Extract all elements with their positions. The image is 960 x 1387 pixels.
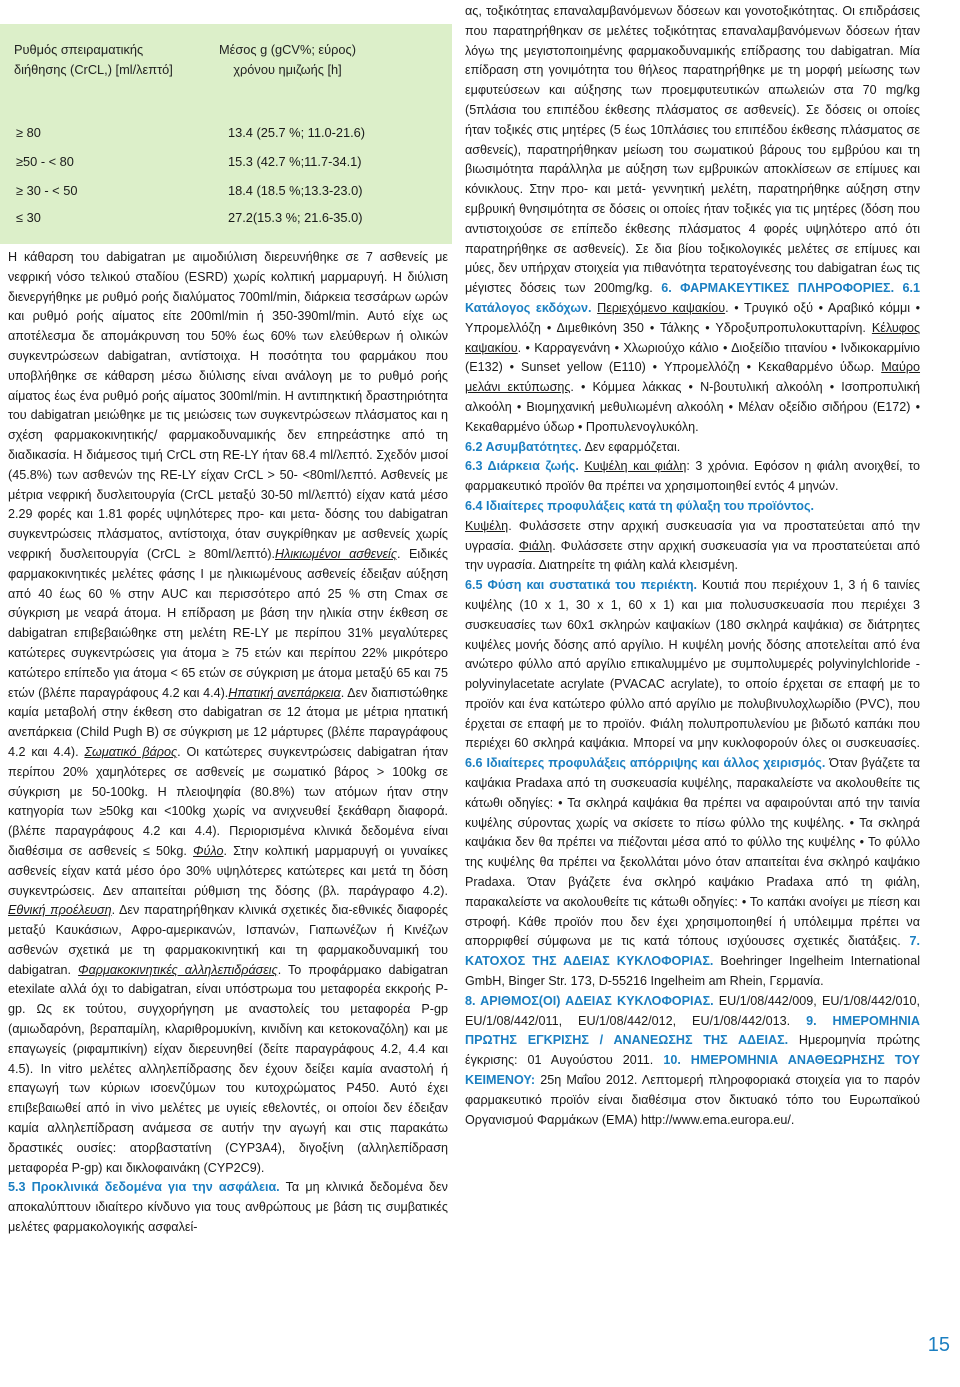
table-row [10, 181, 440, 203]
crcl-cell: ≥ 80 [16, 125, 41, 140]
ink-text: . • Κόμμεα λάκκας • Ν-βουτυλική αλκοόλη • Ισοπροπυλική αλκοόλη • Βιομηχανική μεθυλιωμένη αλκοόλη • Μέλαν οξείδιο σιδήρου (Ε172) • Κεκαθαρμένο ύδωρ • Προπυλενογλυκόλη. [465, 380, 920, 434]
table-row [10, 123, 440, 145]
table-row [10, 208, 440, 230]
gender-heading: Φύλο [193, 843, 224, 858]
section-6-6-text: Όταν βγάζετε τα καψάκια Pradaxa από τη συσκευασία κυψέλης, παρακαλείστε να ακολουθείτε τις κάτωθι οδηγίες: • Τα σκληρά καψάκια θα πρέπει να αφαιρούνται από την ταινία κυψέλης σύροντας χωρίς να σκίσετε το πίσω φύλλο της κυψέλης. • Τα σκληρά καψάκια δεν θα πρέπει να πιέζονται μέσα από το φύλλο της κυψέλης • Το φύλλο της κυψέλης θα πρέπει να ξεκολλάται μόνο όταν απαιτείται ένα σκληρό καψάκιο Pradaxa. Όταν βγάζετε ένα σκληρό καψάκιο Pradaxa από τη φιάλη, παρακαλείστε να ακολουθείτε τις κάτωθι οδηγίες: • Το καπάκι ανοίγει με πίεση και στροφή. Κάθε προϊόν που δεν έχει χρησιμοποιηθεί ή υπόλειμμα πρέπει να απορριφθεί σύμφωνα με τις κατά τόπους ισχύουσες σχετικές διατάξεις. [465, 756, 920, 949]
weight-text: . Οι κατώτερες συγκεντρώσεις dabigatran ήταν περίπου 20% χαμηλότερες σε ασθενείς με σωματικό βάρος > 100kg σε σύγκριση με 50-100kg. Η πλειοψηφία (80.8%) των ατόμων ήταν στην κατηγορία των ≥50kg και <100kg χωρίς να ανιχνευθεί ξεκάθαρη διαφορά. (βλέπε παραγράφους 4.2 και 4.4). Περιορισμένα κλινικά δεδομένα είναι διαθέσιμα σε ασθενείς ≤ 50kg. [8, 744, 448, 858]
interactions-text: . Το προφάρμακο dabigatran etexilate αλλά όχι το dabigatran, είναι υπόστρωμα του μεταφορέα εκκροής P-gp. Ως εκ τούτου, συγχορήγηση με αναστολείς του μεταφορέα P-gp (αμιωδαρόνη, βεραπαμίλη, κλαριθρομυκίνη, κινιδίνη και κετοκοναζόλη) και με επαγωγείς (ριφαμπικίνη) είχαν διερευνηθεί (δείτε παραγράφους 4.2, 4.4 και 4.5). In vitro μελέτες αλληλεπίδρασης δεν έχουν δείξει καμία αναστολή ή επαγωγή των κύριων ισοενζύμων του κυτοχρώματος P450. Αυτό έχει επιβεβαιωθεί από in vivo μελέτες με υγιείς εθελοντές, οι οποίοι δεν έδειξαν καμία αλληλεπίδραση ανάμεσα σε αυτήν την αγωγή και στις παρακάτω δραστικές ουσίες: ατορβαστατίνη (CYP3A4), διγοξίνη (αλληλεπίδραση μεταφορέα P-gp) και δικλοφαινάκη (CYP2C9). [8, 962, 448, 1175]
half-life-cell: 15.3 (42.7 %;11.7-34.1) [228, 154, 362, 169]
gender-text: . Στην κολπική μαρμαρυγή οι γυναίκες ασθενείς είχαν κατά μέσο όρο 30% υψηλότερες κατώτερες και μετά τη δόση συγκεντρώσεις. Δεν απαιτείται ρύθμιση της δόσης (βλ. παράγραφο 4.2). [8, 843, 448, 898]
section-7-text: Boehringer Ingelheim International GmbH, Binger Str. 173, D-55216 Ingelheim am Rhein, Γερμανία. [465, 954, 920, 989]
bottle-text: . Φυλάσσετε στην αρχική συσκευασία για να προστατεύεται από την υγρασία. Διατηρείτε τη φιάλη καλά κλεισμένη. [465, 538, 920, 573]
dialysis-paragraph: Η κάθαρση του dabigatran με αιμοδιύλιση διερευνήθηκε σε 7 ασθενείς με νεφρική νόσο τελικού σταδίου (ESRD) χωρίς κολπική μαρμαρυγή. Η διύλιση διενεργήθηκε με ρυθμό ροής διαλύματος 700ml/min, διάρκεια τεσσάρων ωρών και ρυθμό ροής αίματος είτε 200ml/min ή 350-390ml/min. Αυτό είχε ως αποτέλεσμα δε απομάκρυνση του 50% έως 60% των ελεύθερων ή ολικών συγκεντρώσεων dabigatran, αντίστοιχα. Η ποσότητα του φαρμάκου που υποβλήθηκε σε κάθαρση μέσω διύλισης είναι ανάλογη με το ρυθμό ροής αίματος έως ένα ρυθμό ροής αίματος 300ml/min. Η αντιπηκτική δραστηριότητα του dabigatran μειώθηκε με τις μειώσεις των συγκεντρώσεων πλάσματος και η σχέση φαρμακοκινητικής/ φαρμακοδυναμικής δεν επηρεάστηκε από τη διαδικασία. Η διάμεσος τιμή CrCL στη RE-LY ήταν 68.4 ml/λεπτό. Σχεδόν μισοί (45.8%) των ασθενών της RE-LY είχαν CrCL > 50- <80ml/λεπτό. Ασθενείς με μέτρια νεφρική δυσλειτουργία (CrCL μεταξύ 30-50 ml/λεπτό) είχαν κατά μέσο 2.29 φορές και 1.81 φορές υψηλότερες προ- και μετα- δόσης του dabigatran συγκεντρώσεις πλάσματος, αντίστοιχα, όταν συγκρίθηκαν με ασθενείς χωρίς νεφρική δυσλειτουργία (CrCL ≥ 80ml/λεπτό). [8, 250, 448, 561]
preclinical-text: Τα μη κλινικά δεδομένα δεν αποκαλύπτουν ιδιαίτερο κίνδυνο για τους ανθρώπους με βάση τις συμβατικές μελέτες φαρμακολογικής ασφαλεί- [8, 1180, 448, 1235]
section-6-5-text: Κουτιά που περιέχουν 1, 3 ή 6 ταινίες κυψέλης (10 x 1, 30 x 1, 60 x 1) και μια πολυσυσκευασία που περιέχει 3 συσκευασίες των 60x1 σκληρών καψακίων (180 σκληρά καψάκια) σε διάτρητες κυψέλες μονής δόσης από αργίλιο. Η κυψέλη μονής δόσης αποτελείται από ένα ανώτερο φύλλο από αργίλιο επικαλυμμένο με συμπολυμερές polyvinylchloride - polyvinylacetate acrylate (PVACAC acrylate), το οποίο έρχεται σε επαφή με το προϊόν και ένα κατώτερο φύλλο από αργίλιο με πολυβινυλοχλωρίδιο (PVC), που έρχεται σε επαφή με το προϊόν. Φιάλη πολυπροπυλενίου με βιδωτό καπάκι που περιέχει 60 σκληρά καψάκια. Μπορεί να μην κυκλοφορούν όλες οι συσκευασίες. [465, 578, 921, 751]
table-row [10, 152, 440, 174]
ethnic-heading: Εθνική προέλευση [8, 903, 112, 918]
capsule-contents-heading: Περιεχόμενο καψακίου [597, 300, 726, 315]
blister-heading: Κυψέλη [465, 518, 509, 533]
crcl-cell: ≥ 30 - < 50 [16, 183, 78, 198]
elderly-text: . Ειδικές φαρμακοκινητικές μελέτες φάσης Ι με ηλικιωμένους ασθενείς έδειξαν αύξηση από 40 έως 60 % στην AUC και περισσότερο από 25 % στη Cmax σε σύγκριση με νεαρά άτομα. Η επίδραση με βάση την ηλικία στην έκθεση σε dabigatran επιβεβαιώθηκε στη μελέτη RE-LY με περίπου 31% μεγαλύτερες κατώτερες συγκεντρώσεις για άτομα ≥ 75 ετών και περίπου 22% μικρότερο κατώτερο επίπεδο για άτομα < 65 ετών σε σύγκριση με άτομα μεταξύ 65 και 75 ετών (βλέπε παραγράφους 4.2 και 4.4). [8, 546, 448, 700]
half-life-table [0, 24, 452, 244]
section-6-3-text: : 3 χρόνια. Εφόσον η φιάλη ανοιχθεί, το φαρμακευτικό προϊόν θα πρέπει να χρησιμοποιηθεί εντός 4 μηνών. [465, 459, 920, 494]
section-9-heading: 9. ΗΜΕΡΟΜΗΝΙΑ ΠΡΩΤΗΣ ΕΓΚΡΙΣΗΣ / ΑΝΑΝΕΩΣΗΣ ΤΗΣ ΑΔΕΙΑΣ. [465, 1013, 921, 1048]
section-6-2-text: Δεν εφαρμόζεται. [581, 439, 681, 454]
section-6-3-heading: 6.3 Διάρκεια ζωής. [465, 459, 579, 474]
right-column-text [465, 2, 920, 1130]
left-column-text [8, 248, 448, 1238]
section-9-text: Ημερομηνία πρώτης έγκρισης: 01 Αυγούστου 2011. [465, 1033, 920, 1068]
half-life-cell: 18.4 (18.5 %;13.3-23.0) [228, 183, 363, 198]
section-7-heading: 7. ΚΑΤΟΧΟΣ ΤΗΣ ΑΔΕΙΑΣ ΚΥΚΛΟΦΟΡΙΑΣ. [465, 934, 921, 969]
section-6-5-heading: 6.5 Φύση και συστατικά του περιέκτη. [465, 578, 698, 593]
section-6-6-heading: 6.6 Ιδιαίτερες προφυλάξεις απόρριψης και άλλος χειρισμός. [465, 756, 826, 771]
capsule-contents-text: . • Τρυγικό οξύ • Αραβικό κόμμι • Υπρομελλόζη • Διμεθικόνη 350 • Τάλκης • Υδροξυπροπυλοκυτταρίνη. [465, 300, 921, 335]
table-header-crcl: Ρυθμός σπειραματικής διήθησης (CrCL,) [ml/λεπτό] [14, 42, 173, 77]
bottle-heading: Φιάλη [518, 538, 553, 553]
crcl-cell: ≥50 - < 80 [16, 154, 74, 169]
hepatic-heading: Ηπατική ανεπάρκεια [228, 685, 341, 700]
interactions-heading: Φαρμακοκινητικές αλληλεπιδράσεις [78, 962, 278, 977]
half-life-cell: 27.2(15.3 %; 21.6-35.0) [228, 210, 363, 225]
hepatic-text: . Δεν διαπιστώθηκε καμία μεταβολή στην έκθεση στο dabigatran σε 12 άτομα με μέτρια ηπατική ανεπάρκεια (Child Pugh B) σε σύγκριση με 12 μάρτυρες (βλέπε παραγράφους 4.2 και 4.4). [8, 685, 448, 759]
ink-heading: Μαύρο μελάνι εκτύπωσης [465, 360, 921, 395]
section-10-text: 25η Μαΐου 2012. Λεπτομερή πληροφοριακά στοιχεία για το παρόν φαρμακευτικό προϊόν είναι διαθέσιμα στον δικτυακό τόπο του Ευρωπαϊκού Οργανισμού Φαρμάκων (ΕΜΑ) http://www.ema.europa.eu/. [465, 1073, 920, 1127]
toxicity-text: ας, τοξικότητας επαναλαμβανόμενων δόσεων και γονοτοξικότητας. Οι επιδράσεις που παρατηρήθηκαν σε μελέτες τοξικότητας επαναλαμβανόμενων δόσεων ήταν λόγω της μεγιστοποιημένης φαρμακοδυναμικής επίδρασης του dabigatran. Μία επίδραση στη γονιμότητα του θήλεος παρατηρήθηκε με τη μορφή μείωσης των εμφυτεύσεων και αύξησης των προεμφυτευτικών απωλειών στα 70 mg/kg (5πλάσια του επιπέδου έκθεσης πλάσματος σε ασθενείς). Σε δόσεις οι οποίες ήταν τοξικές στις μητέρες (5 έως 10πλάσιες του επιπέδου έκθεσης πλάσματος σε ασθενείς), παρατηρήθηκαν μείωση του σωματικού βάρους του εμβρύου και τη βιωσιμότητα παράλληλα με αύξηση των εμβρυικών αποκλίσεων σε επίμυες και κόνικλους. Στην προ- και μετά- γεννητική μελέτη, παρατηρήθηκε αύξηση στην εμβρυική θνησιμότητα σε δόσεις οι οποίες ήταν τοξικές για τις μητέρες (δόση που αντιστοιχούσε σε επίπεδο έκθεσης πλάσματος 4 φορές υψηλότερο από ότι παρατηρήθηκε σε ασθενείς). Σε δια βίου τοξικολογικές μελέτες σε επίμυες και μύες, δεν υπήρχαν στοιχεία για πιθανότητα τερατογένεσης του dabigatran έως τις μέγιστες δόσεις των 200mg/kg. [465, 4, 920, 296]
capsule-shell-text: . • Καρραγενάνη • Χλωριούχο κάλιο • Διοξείδιο τιτανίου • Ινδικοκαρμίνιο (Ε132) • Sunset yellow (E110) • Υπρομελλόζη • Κεκαθαρμένο ύδωρ. [465, 340, 920, 375]
ethnic-text: . Δεν παρατηρήθηκαν κλινικά σχετικές δια-εθνικές διαφορές μεταξύ Καυκάσιων, Αφρο-αμερικανών, Ισπανών, Γιαπωνέζων ή Κινέζων ασθενών σχετικά με τη φαρμακοκινητική και τη φαρμακοδυναμική του dabigatran. [8, 903, 449, 977]
section-6-2-heading: 6.2 Ασυμβατότητες. [465, 439, 582, 454]
elderly-heading: Ηλικιωμένοι ασθενείς [275, 546, 397, 561]
section-10-heading: 10. ΗΜΕΡΟΜΗΝΙΑ ΑΝΑΘΕΩΡΗΣΗΣ ΤΟΥ ΚΕΙΜΕΝΟΥ: [465, 1053, 921, 1088]
table-header-half-life: Μέσος g (gCV%; εύρος) χρόνου ημιζωής [h] [219, 42, 356, 77]
blister-bottle-label: Κυψέλη και φιάλη [584, 459, 687, 474]
section-8-heading: 8. ΑΡΙΘΜΟΣ(ΟΙ) ΑΔΕΙΑΣ ΚΥΚΛΟΦΟΡΙΑΣ. [465, 993, 714, 1008]
crcl-cell: ≤ 30 [16, 210, 41, 225]
half-life-cell: 13.4 (25.7 %; 11.0-21.6) [228, 125, 366, 140]
capsule-shell-heading: Κέλυφος καψακίου [465, 320, 921, 355]
preclinical-heading: 5.3 Προκλινικά δεδομένα για την ασφάλεια. [8, 1180, 280, 1195]
blister-text: . Φυλάσσετε στην αρχική συσκευασία για να προστατεύεται από την υγρασία. [465, 518, 920, 553]
weight-heading: Σωματικό βάρος [84, 744, 178, 759]
section-6-4-heading: 6.4 Ιδιαίτερες προφυλάξεις κατά τη φύλαξη του προϊόντος. [465, 498, 815, 513]
section-8-text: EU/1/08/442/009, EU/1/08/442/010, EU/1/08/442/011, EU/1/08/442/012, EU/1/08/442/013. [465, 993, 920, 1028]
section-6-heading: 6. ΦΑΡΜΑΚΕΥΤΙΚΕΣ ΠΛΗΡΟΦΟΡΙΕΣ. 6.1 Κατάλογος εκδόχων. [465, 281, 921, 315]
page-number: 15 [927, 1334, 950, 1356]
